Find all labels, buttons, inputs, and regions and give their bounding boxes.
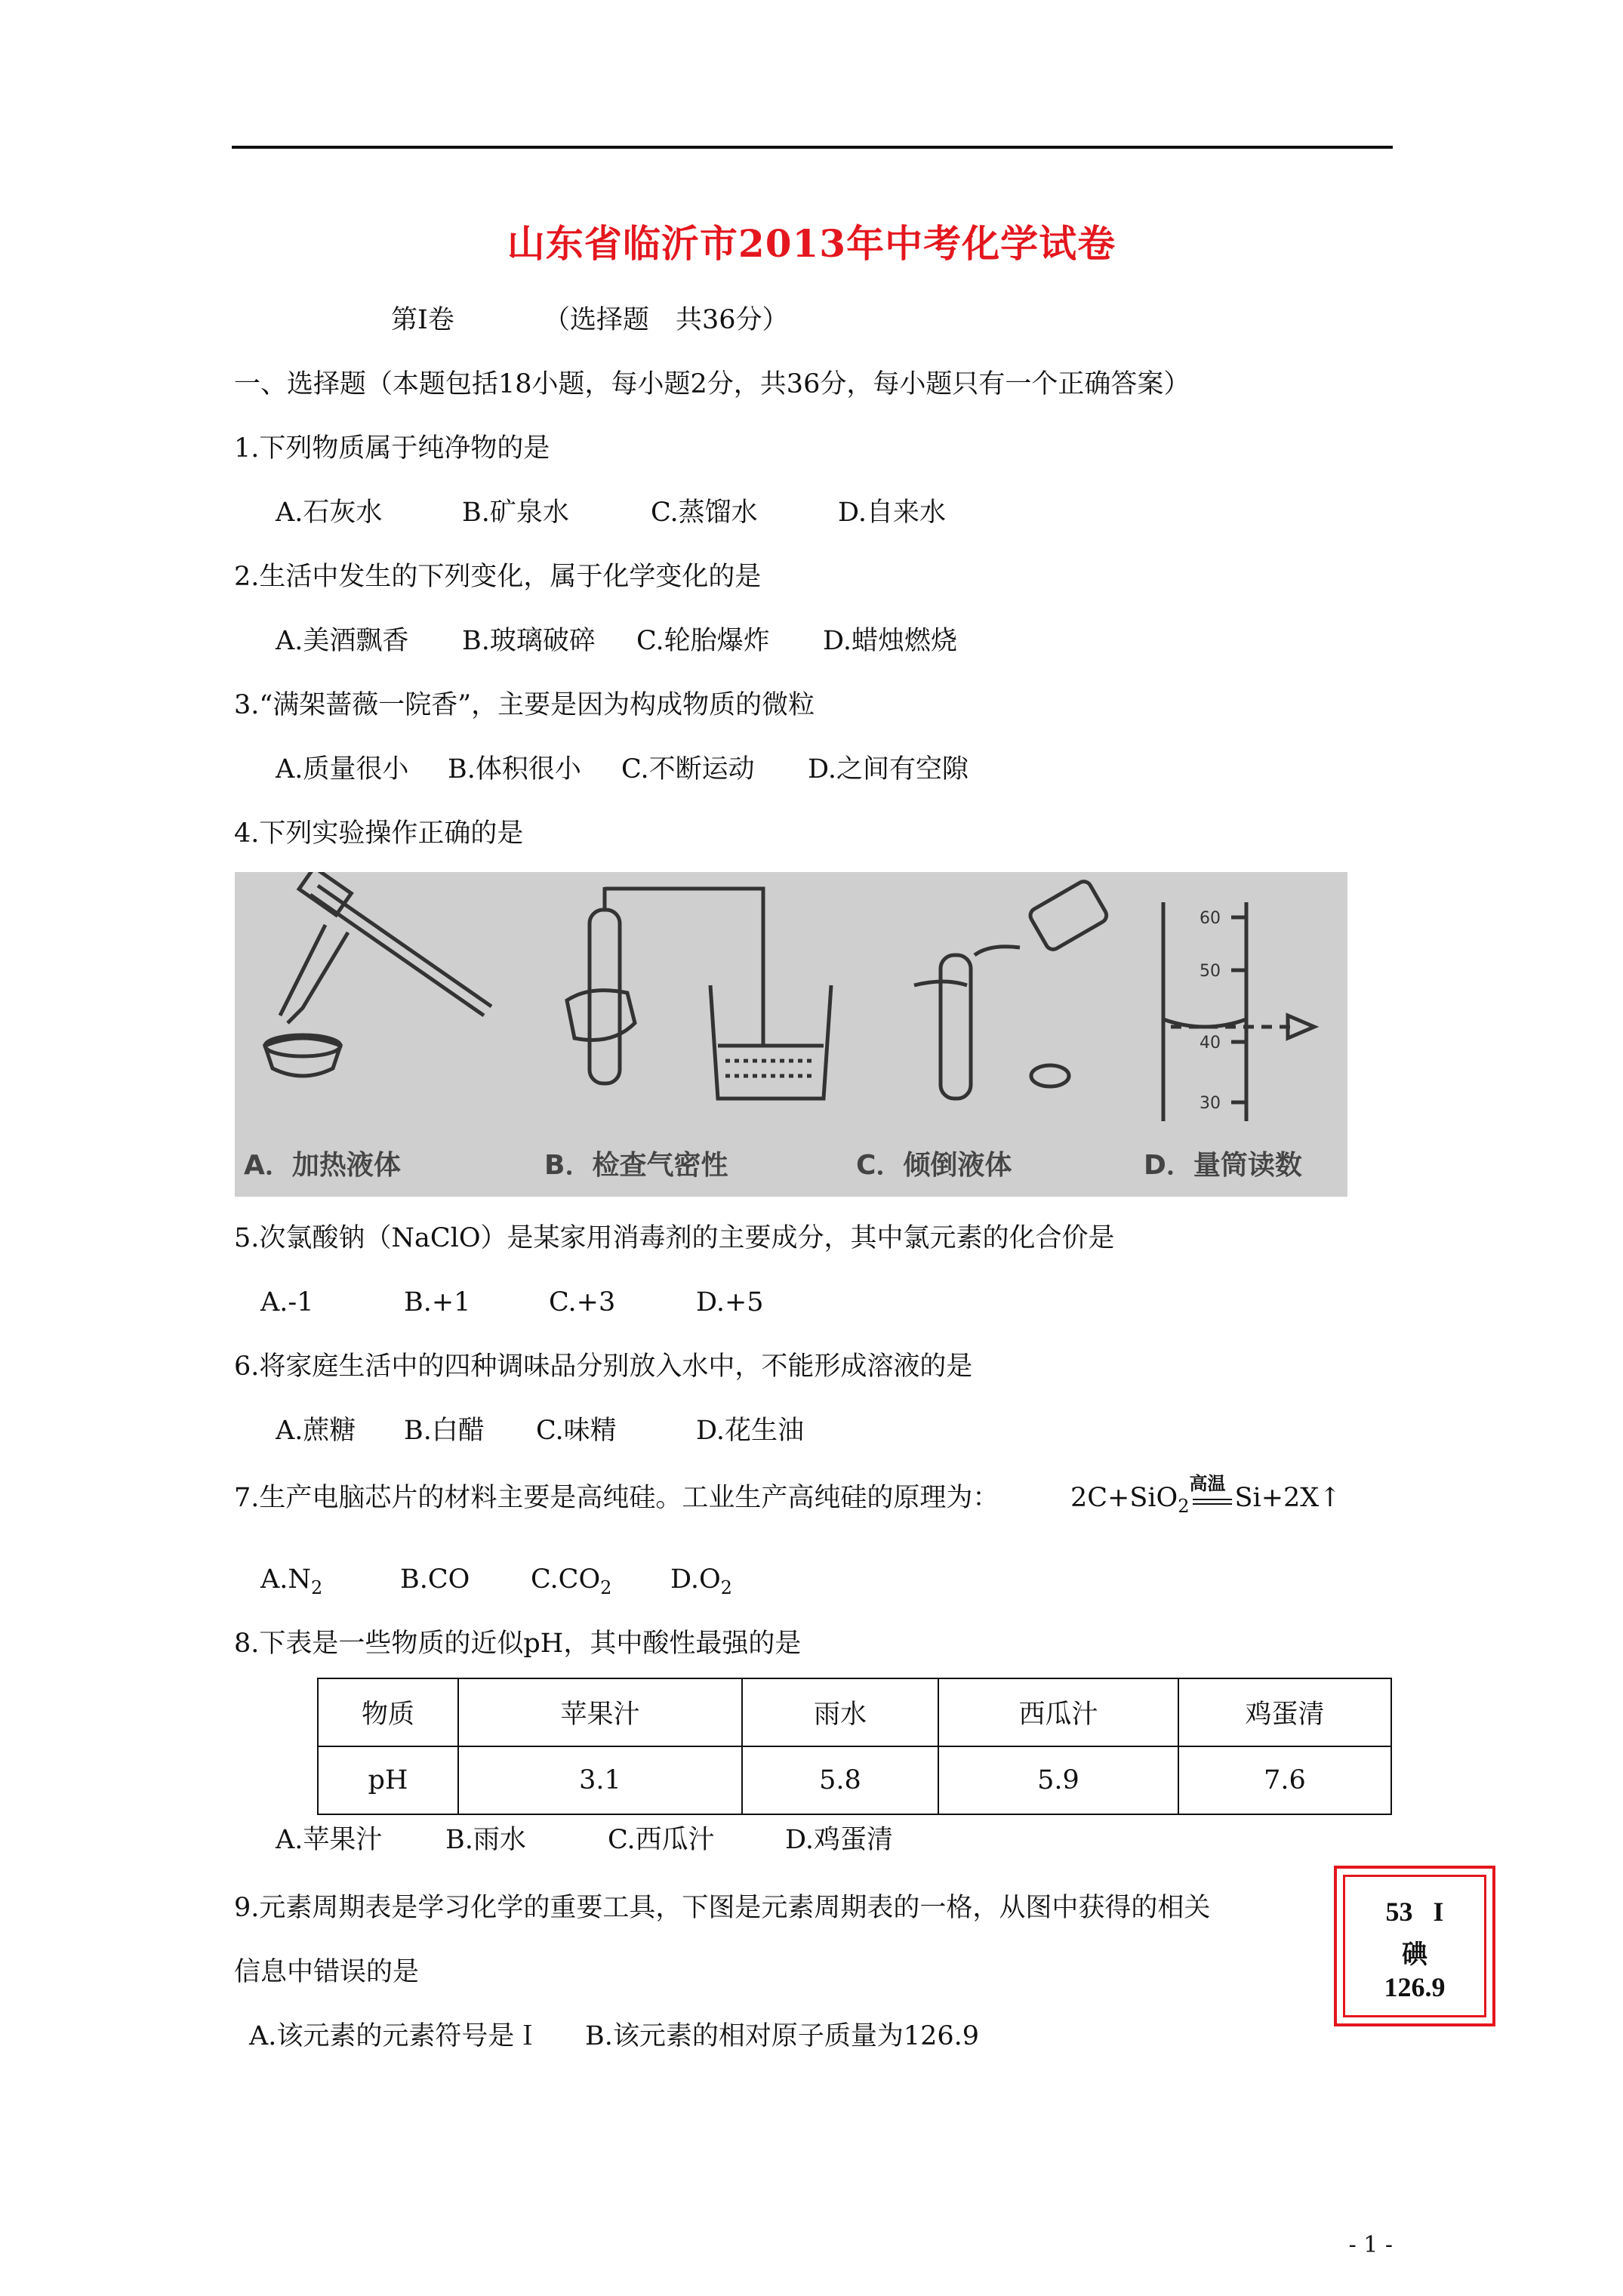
- ph-watermelon: 5.9: [938, 1746, 1178, 1814]
- header-rule: [232, 146, 1393, 149]
- q2-option-b: B.玻璃破碎: [462, 626, 596, 656]
- section-desc: （选择题 共36分）: [544, 305, 789, 335]
- q2-option-d: D.蜡烛燃烧: [823, 626, 957, 656]
- q6-option-c: C.味精: [536, 1416, 617, 1446]
- cylinder-reading-illustration: [1163, 902, 1314, 1121]
- caption-d: D．量筒读数: [1144, 1150, 1302, 1181]
- q3-option-a: A.质量很小: [276, 754, 409, 784]
- section-part: 第Ⅰ卷: [391, 305, 454, 335]
- question-9-stem-line2: 信息中错误的是: [234, 1957, 420, 1987]
- element-mass: 126.9: [1384, 1972, 1446, 2002]
- q6-option-d: D.花生油: [696, 1416, 804, 1446]
- tick-label-40: 40: [1200, 1034, 1221, 1052]
- lab-operations-figure: [235, 872, 1347, 1197]
- substance-egg-white: 鸡蛋清: [1178, 1678, 1391, 1746]
- q9-option-b: B.该元素的相对原子质量为126.9: [585, 2021, 980, 2051]
- section-intro: 一、选择题（本题包括18小题，每小题2分，共36分，每小题只有一个正确答案）: [234, 369, 1190, 399]
- substance-watermelon: 西瓜汁: [938, 1678, 1178, 1746]
- question-5-stem: 5.次氯酸钠（NaClO）是某家用消毒剂的主要成分，其中氯元素的化合价是: [234, 1223, 1115, 1253]
- question-8-stem: 8.下表是一些物质的近似pH，其中酸性最强的是: [234, 1629, 802, 1659]
- q3-option-c: C.不断运动: [621, 754, 755, 784]
- q7-option-d: $D.O_2$: [670, 1564, 732, 1598]
- ph-rain: 5.8: [742, 1746, 938, 1814]
- caption-b: B．检查气密性: [544, 1150, 728, 1181]
- q1-option-c: C.蒸馏水: [651, 498, 758, 528]
- q8-option-d: D.鸡蛋清: [785, 1825, 893, 1855]
- ph-egg-white: 7.6: [1178, 1746, 1391, 1814]
- page-title: 山东省临沂市2013年中考化学试卷: [507, 221, 1116, 266]
- equation-condition: 高温: [1189, 1472, 1226, 1494]
- airtightness-check-illustration: [567, 887, 831, 1099]
- question-2-stem: 2.生活中发生的下列变化，属于化学变化的是: [234, 562, 762, 592]
- q5-option-b: B.+1: [404, 1287, 471, 1318]
- q8-option-a: A.苹果汁: [276, 1825, 383, 1855]
- tick-label-60: 60: [1200, 909, 1221, 928]
- element-symbol: I: [1433, 1897, 1444, 1927]
- q9-option-a: A.该元素的元素符号是Ｉ: [249, 2021, 541, 2051]
- q1-option-a: A.石灰水: [276, 498, 383, 528]
- q3-option-d: D.之间有空隙: [808, 754, 969, 784]
- q1-option-b: B.矿泉水: [462, 498, 569, 528]
- page-number: - 1 -: [1348, 2232, 1393, 2258]
- question-1-stem: 1.下列物质属于纯净物的是: [234, 433, 550, 464]
- question-7-stem: 7.生产电脑芯片的材料主要是高纯硅。工业生产高纯硅的原理为：: [234, 1483, 999, 1513]
- ph-apple: 3.1: [458, 1746, 742, 1814]
- table-row: [318, 1746, 1391, 1814]
- heating-liquid-illustration: [265, 872, 491, 1076]
- substance-rain: 雨水: [742, 1678, 938, 1746]
- caption-a: A．加热液体: [244, 1150, 401, 1181]
- equation-left: 2C+SiO: [1070, 1483, 1178, 1513]
- q6-option-b: B.白醋: [404, 1416, 485, 1446]
- tick-label-30: 30: [1200, 1094, 1221, 1113]
- substance-apple: 苹果汁: [458, 1678, 742, 1746]
- question-6-stem: 6.将家庭生活中的四种调味品分别放入水中，不能形成溶液的是: [234, 1351, 973, 1382]
- pouring-liquid-illustration: [914, 879, 1109, 1099]
- question-9-stem-line1: 9.元素周期表是学习化学的重要工具，下图是元素周期表的一格，从图中获得的相关: [234, 1893, 1211, 1923]
- equation: [1070, 1472, 1341, 1523]
- element-name: 碘: [1402, 1940, 1427, 1970]
- q8-option-c: C.西瓜汁: [608, 1825, 715, 1855]
- q2-option-a: A.美酒飘香: [276, 626, 409, 656]
- ph-table: [317, 1678, 1392, 1815]
- q7-option-c: $C.CO_2$: [531, 1564, 612, 1598]
- row-label-substance: 物质: [318, 1678, 458, 1746]
- q7-option-b: B.CO: [400, 1564, 470, 1595]
- question-4-stem: 4.下列实验操作正确的是: [234, 818, 524, 849]
- table-row: [318, 1678, 1391, 1746]
- q5-option-d: D.+5: [696, 1287, 764, 1318]
- element-number: 53: [1385, 1897, 1413, 1927]
- q6-option-a: A.蔗糖: [276, 1416, 356, 1446]
- caption-c: C．倾倒液体: [856, 1150, 1012, 1181]
- q5-option-c: C.+3: [549, 1287, 616, 1318]
- q1-option-d: D.自来水: [838, 498, 946, 528]
- element-cell: [1334, 1866, 1495, 2026]
- question-3-stem: 3.“满架蔷薇一院香”，主要是因为构成物质的微粒: [234, 690, 815, 720]
- equation-right: Si+2X↑: [1234, 1483, 1341, 1513]
- row-label-ph: pH: [318, 1746, 458, 1814]
- equation-sub: 2: [1178, 1496, 1190, 1517]
- q7-option-a: $A.N_2$: [260, 1564, 323, 1598]
- q3-option-b: B.体积很小: [448, 754, 581, 784]
- tick-label-50: 50: [1200, 962, 1221, 981]
- q2-option-c: C.轮胎爆炸: [636, 626, 770, 656]
- q8-option-b: B.雨水: [445, 1825, 526, 1855]
- q5-option-a: A.-1: [260, 1287, 314, 1318]
